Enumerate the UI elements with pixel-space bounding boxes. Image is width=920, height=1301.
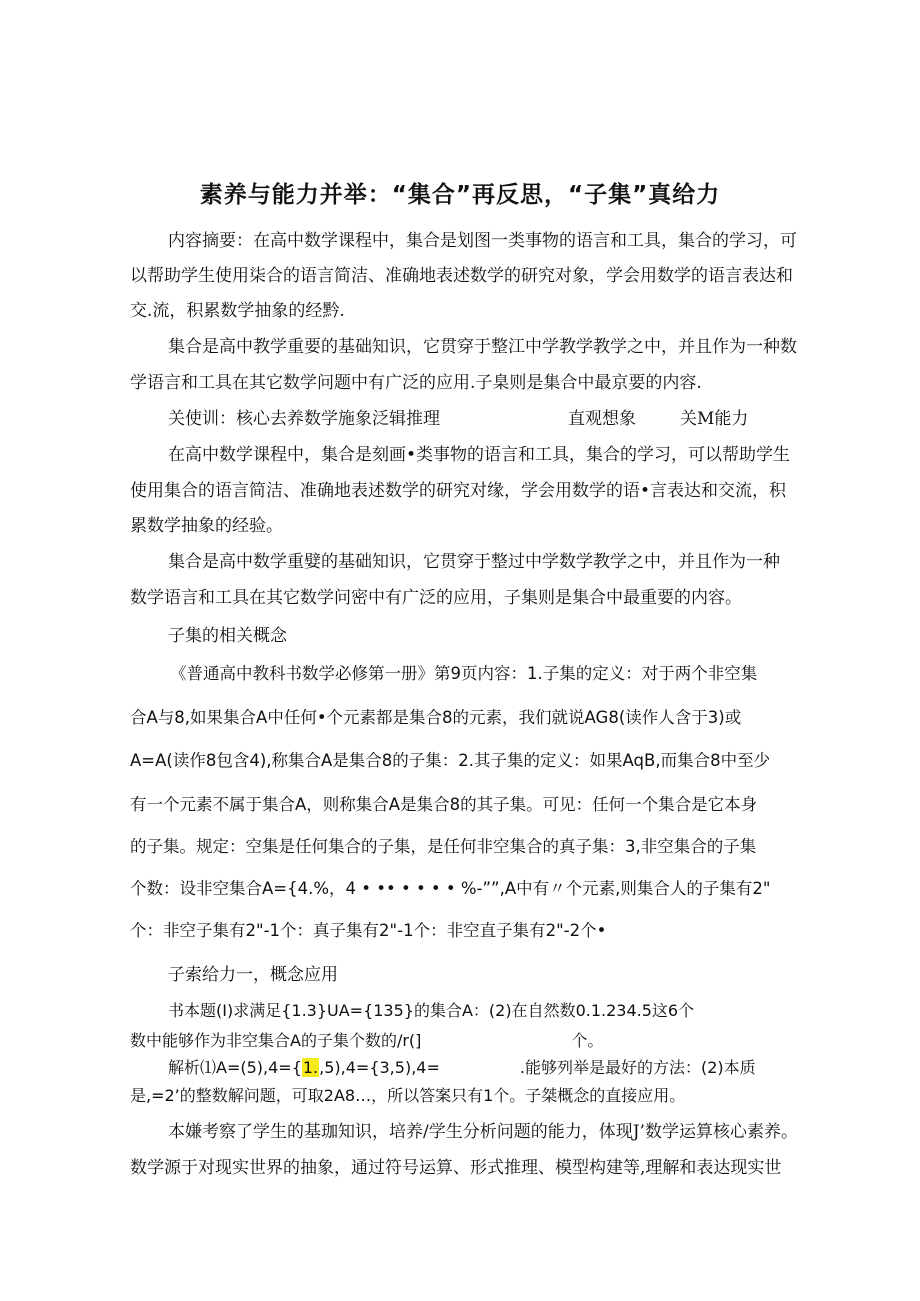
section2-line-5: 本嫌考察了学生的基珈知识，培养/学生分析问题的能力，体现J’数学运算核心素养。 — [168, 1122, 798, 1142]
keywords-part-1: 关使训：核心去养数学施象泛辑推理 — [168, 409, 440, 429]
section1-line-2: 合A与8,如果集合A中任何•个元素都是集合8的元素，我们就说AG8(读作人含于3)或 — [130, 708, 742, 727]
keywords-part-2: 直观想象 — [568, 409, 636, 429]
section-heading-concept-application: 子索给力一，概念应用 — [168, 965, 338, 985]
highlighted-text: 1. — [302, 1058, 319, 1077]
section1-line-6: 个数：设非空集合A={4.%，4 • •• • • • • %-””,A中有〃个元素,则集合人的子集有2" — [130, 879, 771, 898]
section-heading-subset-concepts: 子集的相关概念 — [168, 626, 287, 646]
section1-line-7: 个：非空子集有2"-1个：真子集有2"-1个：非空直子集有2"-2个• — [130, 921, 607, 940]
analysis-part-b: ,5),4={3,5),4= — [319, 1058, 440, 1077]
section1-line-5: 的子集。规定：空集是任何集合的子集，是任何非空集合的真子集：3,非空集合的子集 — [130, 837, 757, 856]
para2-line-3: 累数学抽象的经验。 — [130, 516, 283, 536]
abstract-line-3: 交.流，积累数学抽象的经黔. — [130, 301, 345, 321]
section2-line-4: 是,=2’的整数解问题，可取2A8…，所以答案只有1个。子桀概念的直接应用。 — [130, 1086, 686, 1105]
section2-line-1: 书本题(I)求满足{1.3}UA={135}的集合A：(2)在自然数0.1.234.5这6个 — [168, 1001, 695, 1020]
abstract-line-2: 以帮助学生使用柒合的语言简洁、准确地表述数学的研究对象，学会用数学的语言表达和 — [130, 266, 793, 286]
section1-line-3: A=A(读作8包含4),称集合A是集合8的子集：2.其子集的定义：如果AqB,而集合8中至少 — [130, 751, 771, 770]
abstract-line-1: 内容摘要：在高中数学课程中，集合是划图一类事物的语言和工具，集合的学习，可 — [168, 231, 797, 251]
intro-line-1: 集合是高中教学重要的基础知识，它贯穿于整江中学教学教学之中，并且作为一种数 — [168, 337, 797, 357]
section2-line-2 — [130, 1028, 603, 1051]
keywords-part-3: 关M能力 — [680, 409, 749, 429]
keywords-line — [168, 404, 748, 429]
analysis-part-c: .能够列举是最好的方法：(2)本质 — [519, 1058, 756, 1077]
section2-line-3 — [168, 1055, 756, 1078]
section1-line-1: 《普通高中教科书数学必修第一册》第9页内容：1.子集的定义：对于两个非空集 — [170, 664, 758, 683]
section1-line-4: 有一个元素不属于集合A，则称集合A是集合8的其子集。可见：任何一个集合是它本身 — [130, 795, 758, 814]
section2-line-6: 数学源于对现实世界的抽象，通过符号运算、形式推理、模型构建等,理解和表达现实世 — [130, 1158, 782, 1178]
section2-line-2-end: 个。 — [571, 1031, 604, 1050]
intro-line-2: 学语言和工具在其它数学问题中有广泛的应用.子臬则是集合中最京要的内容. — [130, 373, 702, 393]
para3-line-2: 数学语言和工具在其它数学问密中有广泛的应用，子集则是集合中最重要的内容。 — [130, 588, 742, 608]
analysis-part-a: 解析⑴A=(5),4={ — [168, 1058, 302, 1077]
page-title: 素养与能力并举：“集合”再反思，“子集”真给力 — [199, 182, 721, 208]
para3-line-1: 集合是高中数学重嬖的基础知识，它贯穿于整过中学数学教学之中，并且作为一种 — [168, 552, 780, 572]
para2-line-2: 使用集合的语言简洁、准确地表述数学的研究对缘，学会用数学的语•言表达和交流，积 — [130, 481, 787, 501]
para2-line-1: 在高中数学课程中，集合是刻画•类事物的语言和工具，集合的学习，可以帮助学生 — [168, 445, 791, 465]
section2-line-2-main: 数中能够作为非空集合A的子集个数的/r(] — [130, 1031, 422, 1050]
